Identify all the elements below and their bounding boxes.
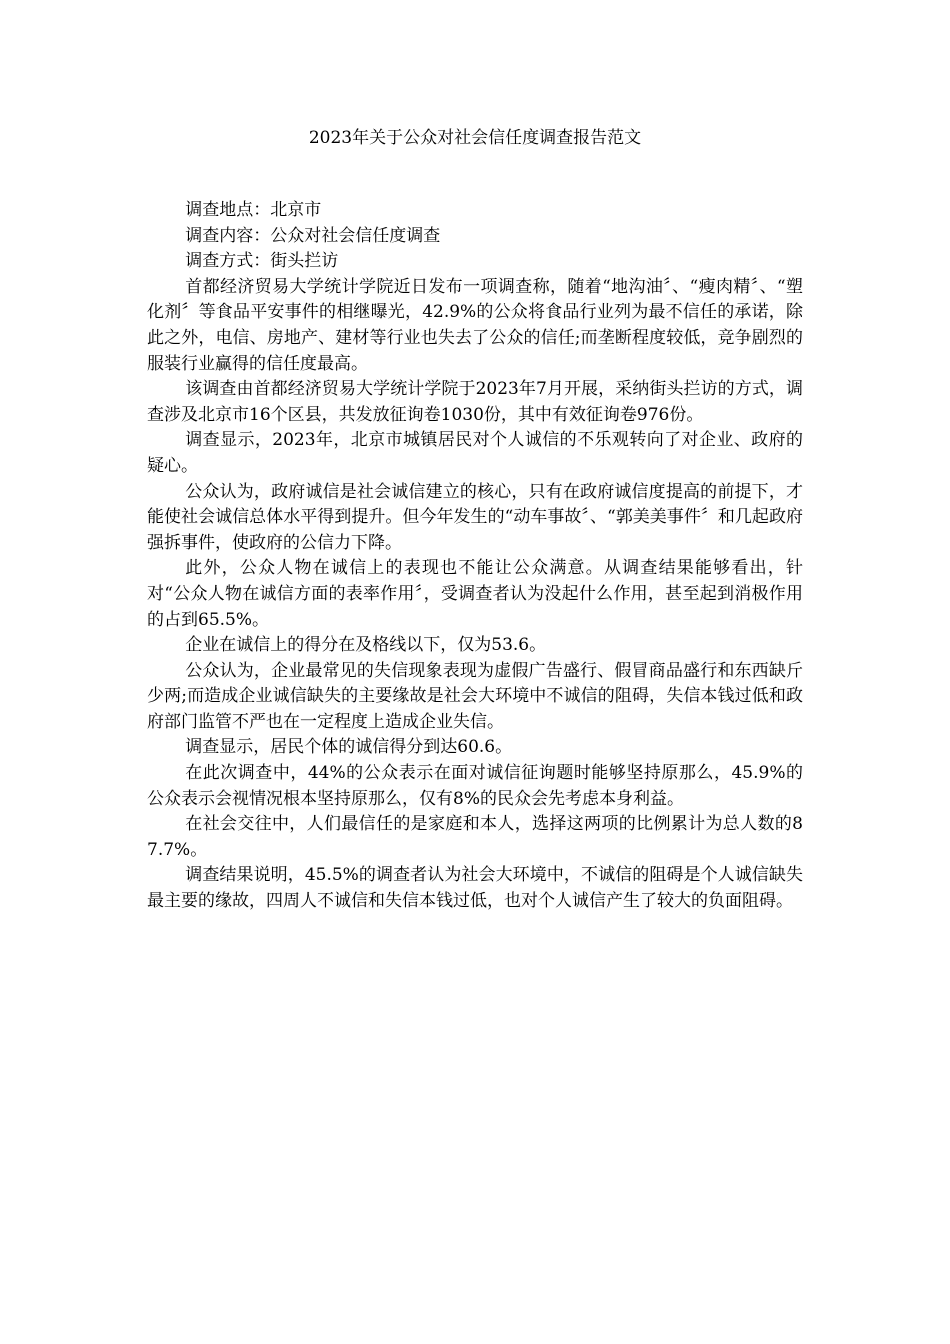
document-body — [147, 198, 803, 915]
paragraph: 公众认为，政府诚信是社会诚信建立的核心，只有在政府诚信度提高的前提下，才能使社会诚信总体水平得到提升。但今年发生的“动车事故〞、“郭美美事件〞和几起政府强拆事件，使政府的公信力下降。 — [147, 481, 803, 553]
paragraph: 调查显示，居民个体的诚信得分到达60.6。 — [185, 737, 513, 758]
paragraph: 调查结果说明，45.5%的调查者认为社会大环境中，不诚信的阻碍是个人诚信缺失最主要的缘故，四周人不诚信和失信本钱过低，也对个人诚信产生了较大的负面阻碍。 — [147, 865, 803, 912]
paragraph-survey-location: 调查地点：北京市 — [185, 200, 322, 220]
document-title: 2023年关于公众对社会信任度调查报告范文 — [308, 128, 642, 148]
paragraph-survey-method: 调查方式：街头拦访 — [185, 251, 339, 272]
paragraph: 在此次调查中，44%的公众表示在面对诚信征询题时能够坚持原那么，45.9%的公众表示会视情况根本坚持原那么，仅有8%的民众会先考虑本身利益。 — [147, 763, 803, 809]
paragraph: 在社会交往中，人们最信任的是家庭和本人，选择这两项的比例累计为总人数的87.7%。 — [147, 814, 803, 860]
paragraph: 企业在诚信上的得分在及格线以下，仅为53.6。 — [185, 635, 547, 656]
paragraph: 该调查由首都经济贸易大学统计学院于2023年7月开展，采纳街头拦访的方式，调查涉及北京市16个区县，共发放征询卷1030份，其中有效征询卷976份。 — [147, 379, 803, 425]
paragraph-survey-content: 调查内容：公众对社会信任度调查 — [185, 225, 441, 246]
paragraph: 此外，公众人物在诚信上的表现也不能让公众满意。从调查结果能够看出，针对“公众人物在诚信方面的表率作用〞，受调查者认为没起什么作用，甚至起到消极作用的占到65.5%。 — [147, 558, 803, 630]
paragraph: 首都经济贸易大学统计学院近日发布一项调查称，随着“地沟油〞、“瘦肉精〞、“塑化剂〞等食品平安事件的相继曝光，42.9%的公众将食品行业列为最不信任的承诺，除此之外，电信、房地产、建材等行业也失去了公众的信任;而垄断程度较低，竞争剧烈的服装行业赢得的信任度最高。 — [147, 276, 803, 374]
paragraph: 调查显示，2023年，北京市城镇居民对个人诚信的不乐观转向了对企业、政府的疑心。 — [147, 430, 803, 476]
paragraph: 公众认为，企业最常见的失信现象表现为虚假广告盛行、假冒商品盛行和东西缺斤少两;而造成企业诚信缺失的主要缘故是社会大环境中不诚信的阻碍，失信本钱过低和政府部门监管不严也在一定程度上造成企业失信。 — [147, 660, 803, 732]
